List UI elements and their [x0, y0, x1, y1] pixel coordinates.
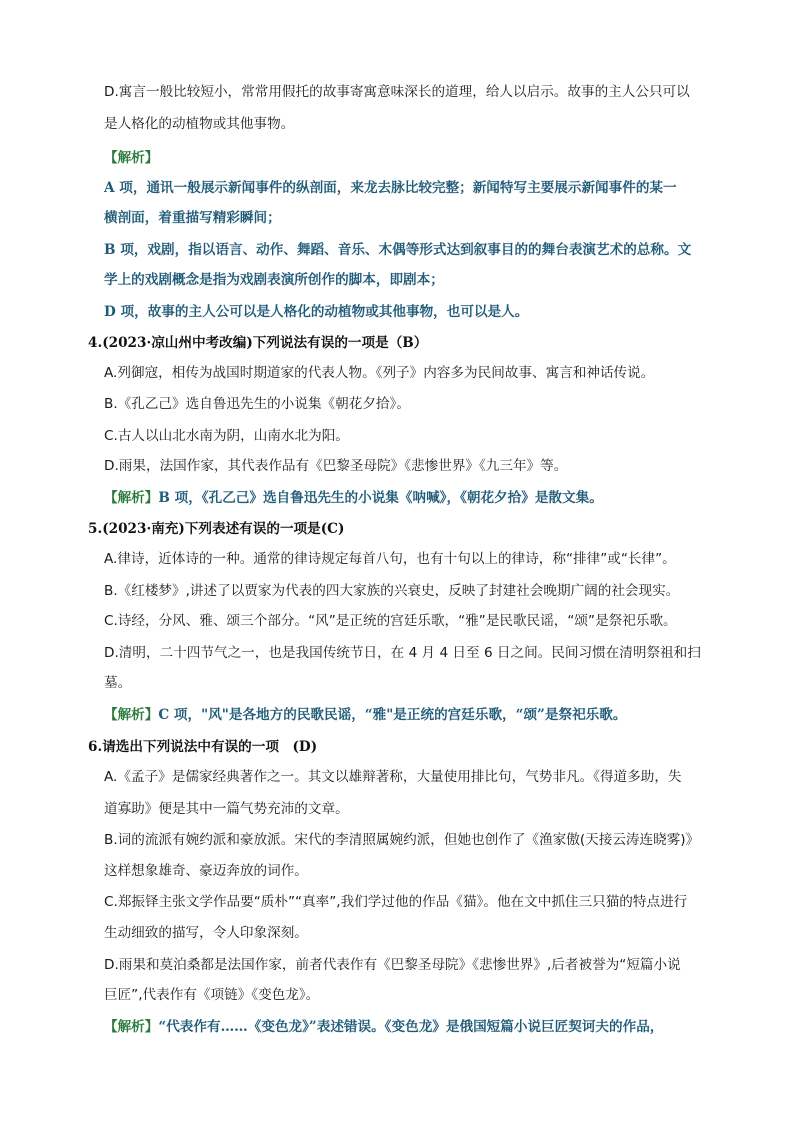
option-line: C.古人以山北水南为阴，山南水北为阳。 — [104, 428, 349, 444]
analysis-line — [104, 488, 603, 508]
analysis-label: 【解析】 — [104, 707, 159, 723]
option-line: A.律诗，近体诗的一种。通常的律诗规定每首八句，也有十句以上的律诗，称“排律”或“长律”。 — [104, 551, 676, 567]
option-line: 巨匠”,代表作有《项链》《变色龙》。 — [104, 987, 320, 1003]
option-line: 道寡助》便是其中一篇气势充沛的文章。 — [104, 801, 349, 817]
option-line: D.寓言一般比较短小，常常用假托的故事寄寓意味深长的道理，给人以启示。故事的主人公只可以 — [104, 84, 690, 100]
analysis-line: 学上的戏剧概念是指为戏剧表演所创作的脚本，即剧本； — [104, 272, 444, 288]
analysis-text: “代表作有……《变色龙》”表述错误。《变色龙》是俄国短篇小说巨匠契诃夫的作品， — [158, 1019, 664, 1035]
option-line: B.《红楼梦》,讲述了以贾家为代表的四大家族的兴衰史，反映了封建社会晚期广阔的社会现实。 — [104, 583, 680, 599]
option-line: D.清明，二十四节气之一，也是我国传统节日，在 4 月 4 日至 6 日之间。民间习惯在清明祭祖和扫 — [104, 645, 701, 661]
analysis-line: 横剖面，着重描写精彩瞬间； — [104, 210, 281, 226]
option-line: A.《孟子》是儒家经典著作之一。其文以雄辩著称，大量使用排比句，气势非凡。《得道多助，失 — [104, 769, 682, 785]
option-line: B.《孔乙己》选自鲁迅先生的小说集《朝花夕拾》。 — [104, 396, 410, 412]
option-line: 生动细致的描写，令人印象深刻。 — [104, 925, 308, 941]
analysis-label: 【解析】 — [104, 490, 159, 506]
question-line: 4.(2023·凉山州中考改编)下列说法有误的一项是（B） — [88, 335, 428, 351]
analysis-label: 【解析】 — [104, 150, 159, 166]
analysis-line: B 项，戏剧，指以语言、动作、舞蹈、音乐、木偶等形式达到叙事目的的舞台表演艺术的总称。文 — [104, 242, 692, 258]
option-line: D.雨果和莫泊桑都是法国作家，前者代表作有《巴黎圣母院》《悲惨世界》,后者被誉为“短篇小说 — [104, 957, 681, 973]
option-line: C.诗经，分风、雅、颂三个部分。“风”是正统的宫廷乐歌，“雅”是民歌民谣，“颂”是祭祀乐歌。 — [104, 613, 677, 629]
analysis-line — [104, 705, 626, 725]
analysis-label: 【解析】 — [104, 1019, 159, 1035]
analysis-text: C 项，"风"是各地方的民歌民谣，“雅"是正统的宫廷乐歌，“颂”是祭祀乐歌。 — [158, 707, 627, 723]
option-line: D.雨果，法国作家，其代表作品有《巴黎圣母院》《悲惨世界》《九三年》等。 — [104, 458, 568, 474]
option-line: 墓。 — [104, 675, 132, 691]
analysis-line: A 项，通讯一般展示新闻事件的纵剖面，来龙去脉比较完整；新闻特写主要展示新闻事件的某一 — [104, 180, 677, 196]
question-line: 6.请选出下列说法中有误的一项 (D) — [88, 739, 318, 755]
option-line: B.词的流派有婉约派和豪放派。宋代的李清照属婉约派，但她也创作了《渔家傲(天接云涛连晓雾)》 — [104, 832, 700, 848]
question-line: 5.(2023·南充)下列表述有误的一项是(C) — [88, 521, 345, 537]
analysis-line — [104, 1017, 663, 1037]
option-line: 这样想象雄奇、豪迈奔放的词作。 — [104, 863, 308, 879]
option-line: C.郑振铎主张文学作品要“质朴”“真率”,我们学过他的作品《猫》。他在文中抓住三只猫的特点进行 — [104, 894, 688, 910]
analysis-text: B 项，《孔乙己》选自鲁迅先生的小说集《呐喊》，《朝花夕拾》是散文集。 — [158, 490, 603, 506]
analysis-line: D 项，故事的主人公可以是人格化的动植物或其他事物，也可以是人。 — [104, 304, 529, 320]
option-line: 是人格化的动植物或其他事物。 — [104, 116, 295, 132]
option-line: A.列御寇，相传为战国时期道家的代表人物。《列子》内容多为民间故事、寓言和神话传说。 — [104, 365, 655, 381]
